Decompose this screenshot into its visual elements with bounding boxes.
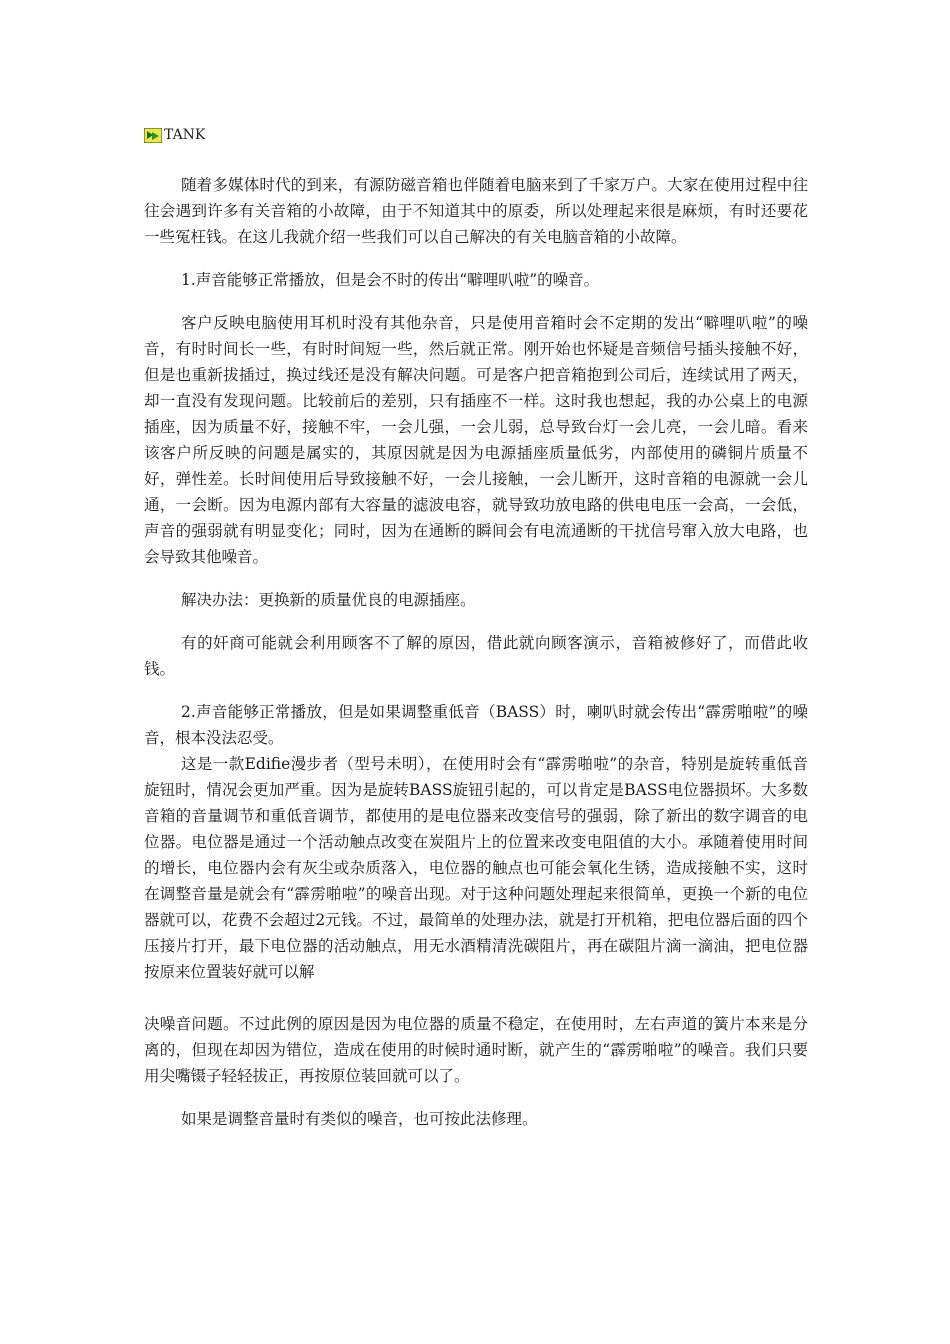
article-body	[144, 172, 808, 1149]
paragraph-intro: 随着多媒体时代的到来，有源防磁音箱也伴随着电脑来到了千家万户。大家在使用过程中往往会遇到许多有关音箱的小故障，由于不知道其中的原委，所以处理起来很是麻烦，有时还要花一些冤枉钱。在这儿我就介绍一些我们可以自己解决的有关电脑音箱的小故障。	[144, 176, 808, 246]
paragraph-case-2-continued: 决噪音问题。不过此例的原因是因为电位器的质量不稳定，在使用时，左右声道的簧片本来是分离的，但现在却因为错位，造成在使用的时候时通时断，就产生的“霹雳啪啦”的噪音。我们只要用尖嘴镊子轻轻拔正，再按原位装回就可以了。	[144, 1015, 808, 1085]
header	[144, 126, 205, 144]
tank-logo-icon	[144, 128, 162, 143]
paragraph-case-1: 客户反映电脑使用耳机时没有其他杂音，只是使用音箱时会不定期的发出“噼哩叭啦”的噪音，有时时间长一些，有时时间短一些，然后就正常。刚开始也怀疑是音频信号插头接触不好，但是也重新拔插过，换过线还是没有解决问题。可是客户把音箱抱到公司后，连续试用了两天，却一直没有发现问题。比较前后的差别，只有插座不一样。这时我也想起，我的办公桌上的电源插座，因为质量不好，接触不牢，一会儿强，一会儿弱，总导致台灯一会儿亮，一会儿暗。看来该客户所反映的问题是属实的，其原因就是因为电源插座质量低劣，内部使用的磷铜片质量不好，弹性差。长时间使用后导致接触不好，一会儿接触，一会儿断开，这时音箱的电源就一会儿通，一会断。因为电源内部有大容量的滤波电容，就导致功放电路的供电电压一会高，一会低，声音的强弱就有明显变化；同时，因为在通断的瞬间会有电流通断的干扰信号窜入放大电路，也会导致其他噪音。	[144, 314, 808, 566]
paragraph-closing: 如果是调整音量时有类似的噪音，也可按此法修理。	[181, 1110, 538, 1128]
paragraph-solution-1: 解决办法：更换新的质量优良的电源插座。	[181, 591, 476, 609]
paragraph-heading-2: 2.声音能够正常播放，但是如果调整重低音（BASS）时，喇叭时就会传出“霹雳啪啦”的噪音，根本没法忍受。	[144, 703, 808, 747]
header-title: TANK	[164, 127, 206, 143]
paragraph-warning: 有的奸商可能就会利用顾客不了解的原因，借此就向顾客演示，音箱被修好了，而借此收钱。	[144, 634, 808, 678]
paragraph-heading-1: 1.声音能够正常播放，但是会不时的传出“噼哩叭啦”的噪音。	[181, 271, 600, 289]
paragraph-case-2: 这是一款Edifie漫步者（型号未明），在使用时会有“霹雳啪啦”的杂音，特别是旋转重低音旋钮时，情况会更加严重。因为是旋转BASS旋钮引起的，可以肯定是BASS电位器损坏。大多数音箱的音量调节和重低音调节，都使用的是电位器来改变信号的强弱，除了新出的数字调音的电位器。电位器是通过一个活动触点改变在炭阻片上的位置来改变电阻值的大小。承随着使用时间的增长，电位器内会有灰尘或杂质落入，电位器的触点也可能会氧化生锈，造成接触不实，这时在调整音量是就会有“霹雳啪啦”的噪音出现。对于这种问题处理起来很简单，更换一个新的电位器就可以，花费不会超过2元钱。不过，最简单的处理办法，就是打开机箱，把电位器后面的四个压接片打开，最下电位器的活动触点，用无水酒精清洗碳阻片，再在碳阻片滴一滴油，把电位器按原来位置装好就可以解	[144, 755, 808, 981]
